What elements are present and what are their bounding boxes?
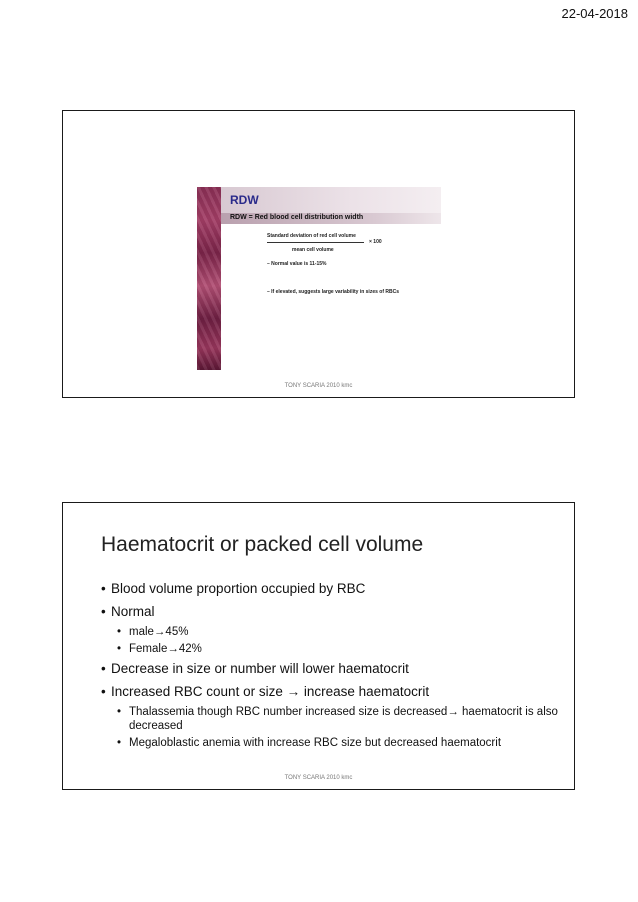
sub-list: [101, 625, 561, 656]
sub-list-item: • Megaloblastic anemia with increase RBC size but decreased haematocrit: [101, 736, 561, 750]
list-item: [101, 602, 561, 621]
list-item-text: Blood volume proportion occupied by RBC: [111, 581, 366, 596]
formula-denominator: mean cell volume: [292, 247, 334, 253]
decorative-band: [197, 187, 221, 370]
rdw-slide-image: [197, 187, 441, 370]
formula-divider: [267, 242, 364, 243]
sub-list-item: • Female→42%: [101, 642, 561, 656]
bullet-list: [101, 579, 561, 753]
sub-list-item: • male→45%: [101, 625, 561, 639]
rdw-bullet-elevated: – If elevated, suggests large variability in sizes of RBCs: [267, 289, 399, 295]
rdw-subtitle: RDW = Red blood cell distribution width: [230, 214, 364, 221]
list-item: [101, 682, 561, 701]
page-date: 22-04-2018: [561, 6, 628, 21]
list-item-text: Increased RBC count or size → increase haematocrit: [111, 684, 430, 699]
slide-title: Haematocrit or packed cell volume: [101, 533, 424, 556]
sub-list: [101, 705, 561, 750]
formula-numerator: Standard deviation of red cell volume: [267, 233, 356, 239]
list-item: [101, 659, 561, 678]
slide-footer: TONY SCARIA 2010 kmc: [284, 775, 353, 781]
slide-rdw: [62, 110, 575, 398]
rdw-title: RDW: [230, 193, 259, 207]
list-item-text: Normal: [111, 604, 155, 619]
slide-haematocrit: [62, 502, 575, 790]
list-item: [101, 579, 561, 598]
slide-footer: TONY SCARIA 2010 kmc: [284, 383, 353, 389]
list-item-text: Decrease in size or number will lower haematocrit: [111, 661, 409, 676]
rdw-bullet-normal: – Normal value is 11-15%: [267, 261, 327, 267]
formula-multiplier: × 100: [369, 239, 382, 245]
sub-list-item: • Thalassemia though RBC number increased size is decreased→ haematocrit is also decreased: [101, 705, 561, 733]
